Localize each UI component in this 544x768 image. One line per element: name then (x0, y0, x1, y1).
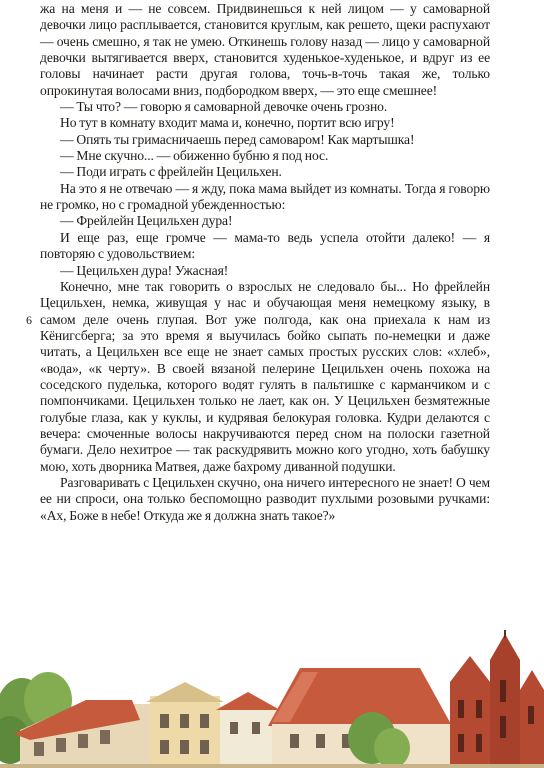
paragraph: Конечно, мне так говорить о взрослых не следовало бы... Но фрейлейн Цецильхен, немка, живущая у нас и обучающая меня немецкому языку, в самом деле очень глупая. Вот уже полгода, как она приехала к нам из Кёнигсберга; за это время я выучилась бойко сыпать по-немецки и даже читать, а Цецильхен все еще не знает самых простых русских слов: «хлеб», «вода», «к черту». В своей вязаной пелерине Цецильхен очень похожа на соседского пуделька, которого водят гулять в пальтишке с карманчиком и с помпончиками. Цецильхен только не лает, как он. У Цецильхен безмятежные голубые глаза, как у куклы, и кудрявая белокурая головка. Кудри делаются с вечера: смоченные волосы накручиваются перед сном на полоски газетной бумаги. Дело нехитрое — так раскудрявить можно кого угодно, хоть бабушку мою, хоть дворника Матвея, даже бахрому диванной подушки. (40, 278, 490, 474)
house (150, 696, 220, 768)
book-text (40, 1, 490, 524)
paragraph: — Поди играть с фрейлейн Цецильхен. (60, 164, 282, 180)
paragraph: — Опять ты гримасничаешь перед самоваром! Как мартышка! (60, 131, 415, 147)
paragraph: — Фрейлейн Цецильхен дура! (60, 213, 233, 229)
town-illustration (0, 630, 544, 768)
paragraph: — Ты что? — говорю я самоварной девочке очень грозно. (60, 99, 388, 115)
paragraph: — Цецильхен дура! Ужасная! (60, 262, 229, 278)
paragraph: — Мне скучно... — обиженно бубню я под нос. (60, 148, 329, 164)
paragraph: На это я не отвечаю — я жду, пока мама выйдет из комнаты. Тогда я говорю не громко, но с громадной убежденностью: (40, 180, 490, 213)
paragraph: И еще раз, еще громче — мама-то ведь успела отойти далеко! — я повторяю с удовольствием: (40, 229, 490, 262)
church (450, 656, 490, 768)
paragraph: Но тут в комнату входит мама и, конечно, портит всю игру! (60, 115, 395, 131)
page-number: 6 (26, 313, 32, 327)
paragraph: жа на меня и — не совсем. Придвинешься к ней лицом — у самоварной девочки лицо расплывается, становится круглым, как решето, щеки распухают — очень смешно, я так не умею. Откинешь голову назад — лицо у самоварной девочки вытягивается вверх, становится худенькое-худенькое, и вдруг из ее головы начинает расти другая голова, точь-в-точь такая же, только опрокинутая волосами вниз, подбородком вверх, — это еще смешнее! (40, 1, 490, 98)
paragraph: Разговаривать с Цецильхен скучно, она ничего интересного не знает! О чем ее ни спроси, она только беспомощно разводит пухлыми розовыми ручками: «Ах, Боже в небе! Откуда же я должна знать такое?» (40, 474, 490, 523)
house (220, 706, 276, 768)
